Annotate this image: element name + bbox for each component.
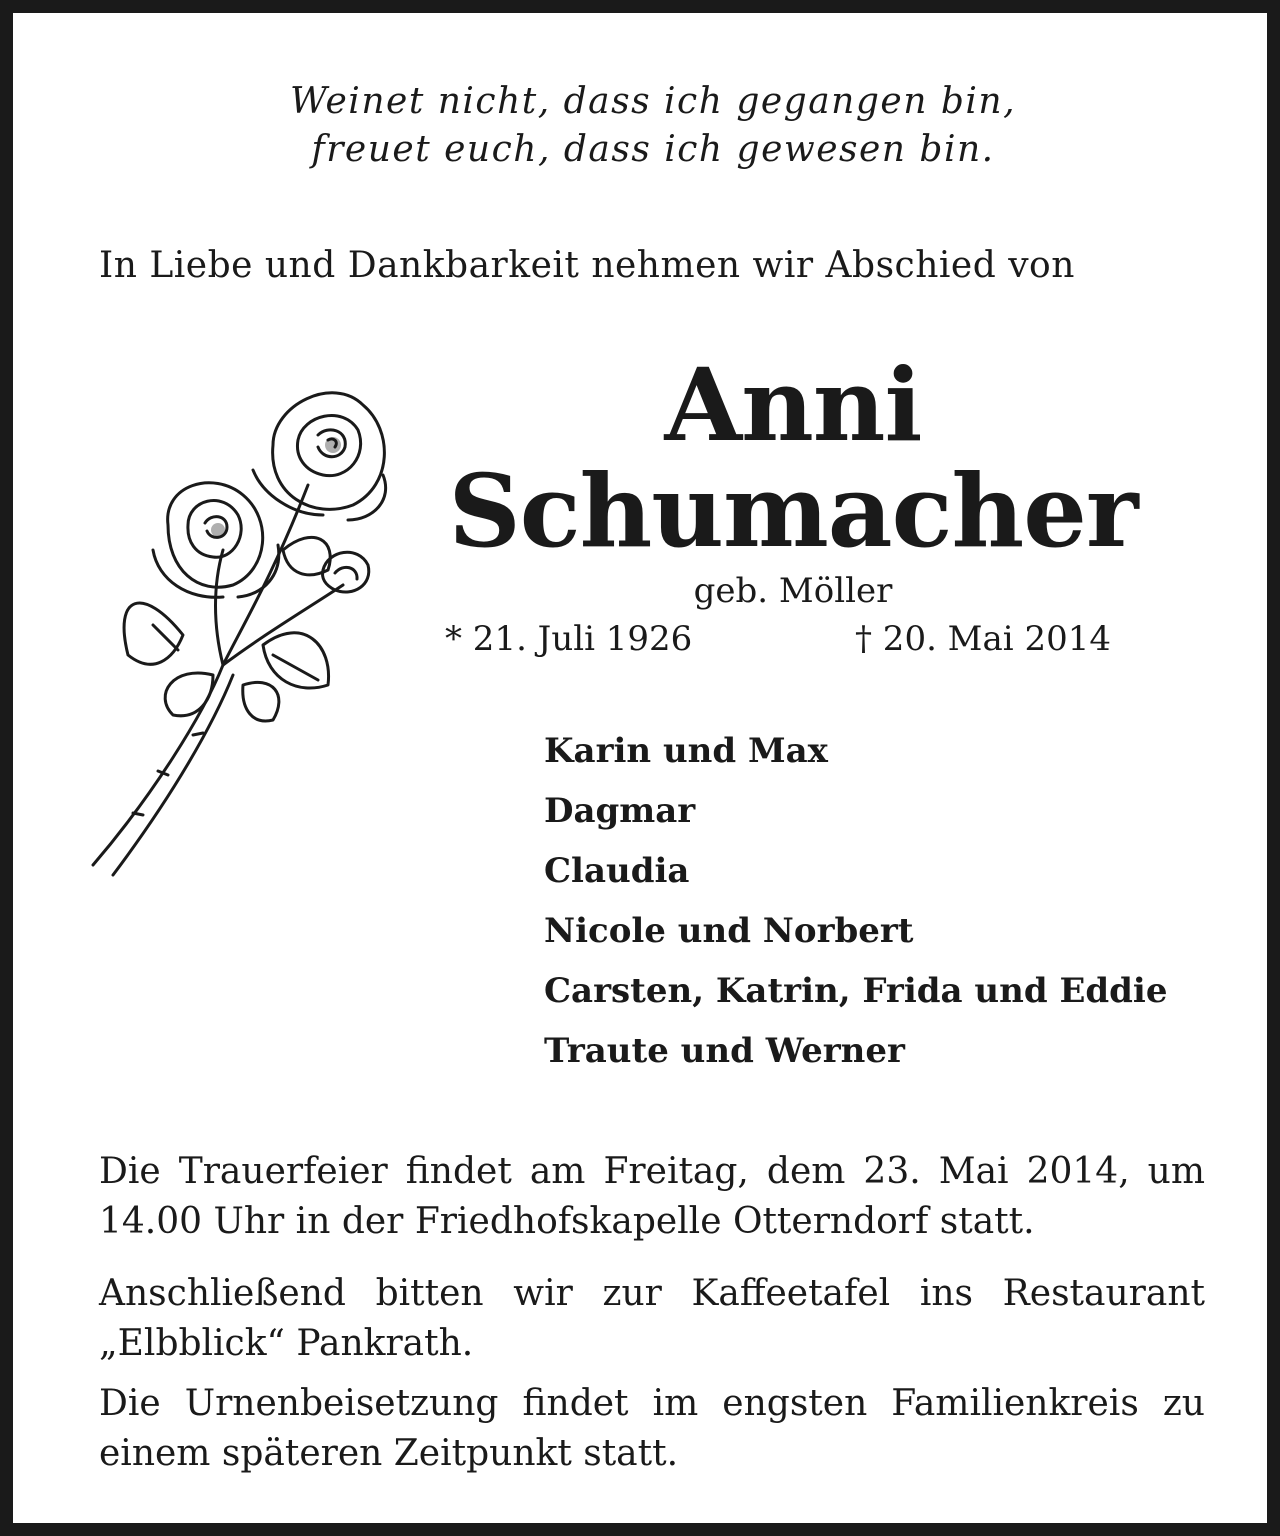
family-member: Claudia	[544, 851, 690, 891]
urn-paragraph: Die Urnenbeisetzung findet im engsten Familienkreis zu einem späteren Zeitpunkt statt.	[99, 1383, 1205, 1474]
family-member: Nicole und Norbert	[544, 911, 914, 951]
motto-line-2: freuet euch, dass ich gewesen bin.	[311, 129, 995, 170]
intro-text: In Liebe und Dankbarkeit nehmen wir Abschied von	[99, 245, 1075, 286]
family-member: Traute und Werner	[544, 1031, 905, 1071]
deceased-first-name: Anni	[664, 346, 922, 464]
coffee-paragraph: Anschließend bitten wir zur Kaffeetafel ins Restaurant „Elbblick“ Pankrath.	[99, 1273, 1205, 1364]
family-member: Dagmar	[544, 791, 696, 831]
maiden-name: geb. Möller	[693, 571, 893, 611]
death-date: † 20. Mai 2014	[855, 619, 1111, 659]
family-member: Carsten, Katrin, Frida und Eddie	[544, 971, 1168, 1011]
birth-date: * 21. Juli 1926	[445, 619, 693, 659]
deceased-last-name: Schumacher	[448, 452, 1138, 570]
two-roses-illustration-icon	[73, 375, 413, 885]
family-member: Karin und Max	[544, 731, 828, 771]
funeral-paragraph: Die Trauerfeier findet am Freitag, dem 23. Mai 2014, um 14.00 Uhr in der Friedhofskapelle Otterndorf statt.	[99, 1151, 1205, 1242]
motto-line-1: Weinet nicht, dass ich gegangen bin,	[289, 81, 1017, 122]
